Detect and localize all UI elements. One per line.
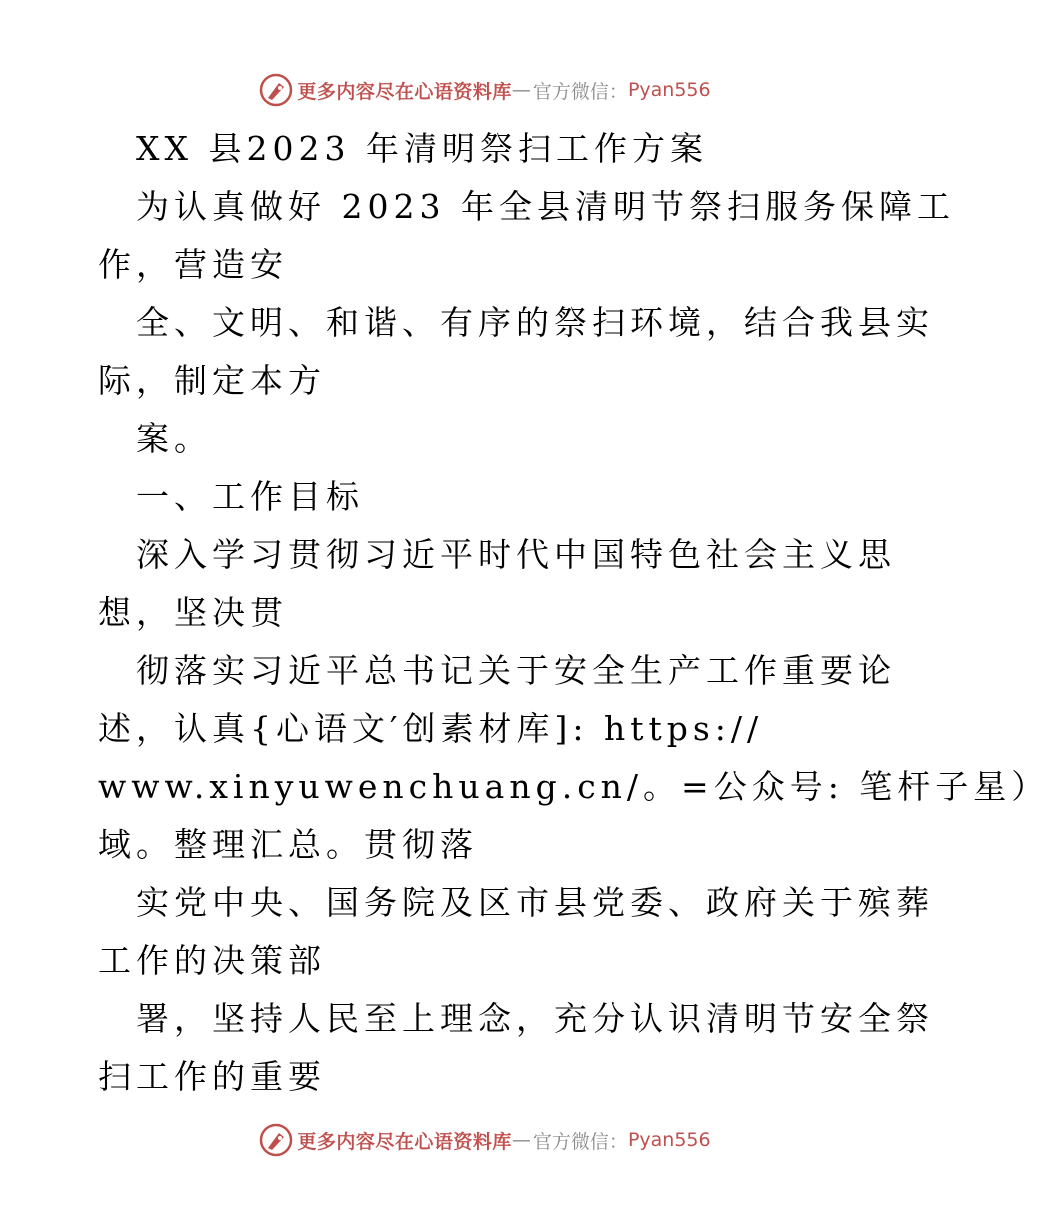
paragraph-line: 彻落实习近平总书记关于安全生产工作重要论 xyxy=(136,651,896,690)
paragraph-line: 工作的决策部 xyxy=(98,941,326,980)
paragraph-line: 实党中央、国务院及区市县党委、政府关于殡葬 xyxy=(136,883,934,922)
banner-wechat-label: 官方微信： xyxy=(532,80,628,103)
banner-slogan: 更多内容尽在心语资料库 xyxy=(297,80,512,103)
section-heading: 一、工作目标 xyxy=(136,477,364,516)
pen-nib-logo-icon xyxy=(259,1123,293,1157)
banner-separator: — xyxy=(511,1129,531,1151)
document-title: XX 县2023 年清明祭扫工作方案 xyxy=(136,129,708,168)
paragraph-line: 为认真做好 2023 年全县清明节祭扫服务保障工 xyxy=(136,187,955,226)
banner-wechat-label: 官方微信： xyxy=(532,1130,628,1153)
paragraph-line: 想，坚决贯 xyxy=(98,593,288,632)
banner-wechat-id: Pyan556 xyxy=(627,79,711,101)
paragraph-line: 扫工作的重要 xyxy=(98,1057,326,1096)
footer-watermark-banner xyxy=(0,1120,950,1160)
paragraph-line: 全、文明、和谐、有序的祭扫环境，结合我县实 xyxy=(136,303,934,342)
paragraph-line: 际，制定本方 xyxy=(98,361,326,400)
paragraph-line: 述，认真{心语文′创素材库]: https:// xyxy=(98,709,764,748)
header-watermark-banner xyxy=(0,70,950,110)
pen-nib-logo-icon xyxy=(259,73,293,107)
paragraph-line: 案。 xyxy=(136,419,212,458)
banner-wechat-id: Pyan556 xyxy=(627,1129,711,1151)
paragraph-line: 域。整理汇总。贯彻落 xyxy=(98,825,478,864)
banner-slogan: 更多内容尽在心语资料库 xyxy=(297,1130,512,1153)
banner-separator: — xyxy=(511,79,531,101)
paragraph-line: www.xinyuwenchuang.cn/。=公众号: 笔杆子星） xyxy=(98,767,1049,806)
paragraph-line: 深入学习贯彻习近平时代中国特色社会主义思 xyxy=(136,535,896,574)
paragraph-line: 作，营造安 xyxy=(98,245,288,284)
document-body xyxy=(98,120,1049,1106)
paragraph-line: 署，坚持人民至上理念，充分认识清明节安全祭 xyxy=(136,999,934,1038)
